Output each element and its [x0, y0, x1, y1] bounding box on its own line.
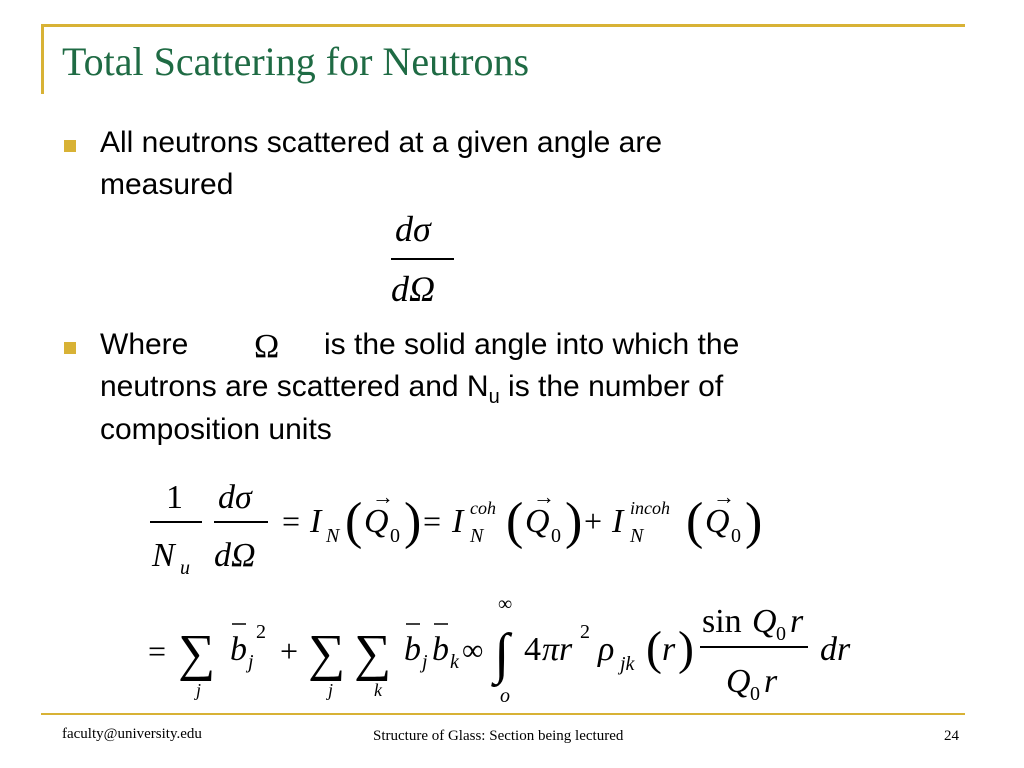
- svg-text:4: 4: [524, 631, 541, 668]
- svg-text:(: (: [345, 493, 363, 550]
- svg-text:o: o: [500, 685, 510, 707]
- svg-text:∞: ∞: [462, 634, 484, 667]
- svg-text:ρ: ρ: [598, 631, 615, 668]
- svg-text:k: k: [450, 651, 459, 673]
- svg-text:I: I: [310, 503, 322, 540]
- svg-text:k: k: [374, 680, 382, 700]
- svg-text:0: 0: [731, 525, 741, 547]
- nu-subscript: u: [488, 386, 500, 408]
- footer-center-caption: Structure of Glass: Section being lectured: [373, 728, 624, 744]
- svg-text:I: I: [612, 503, 624, 540]
- svg-text:Q: Q: [525, 503, 550, 540]
- svg-text:+: +: [280, 633, 299, 669]
- formula-denominator: dΩ: [391, 269, 436, 309]
- frame-top-rule: [41, 24, 965, 27]
- svg-text:=: =: [282, 503, 301, 539]
- svg-text:j: j: [248, 651, 254, 673]
- bullet-marker-1: [64, 140, 76, 152]
- svg-text:j: j: [422, 651, 428, 673]
- slide-number: 24: [944, 728, 959, 744]
- svg-text:coh: coh: [470, 498, 496, 518]
- slide-title: Total Scattering for Neutrons: [62, 39, 530, 84]
- svg-text:Q: Q: [752, 603, 777, 640]
- svg-text:r: r: [764, 663, 778, 700]
- svg-text:2: 2: [580, 621, 590, 643]
- svg-text:r: r: [662, 631, 676, 668]
- bullet-2-lead: Where: [100, 328, 189, 361]
- svg-text:b: b: [230, 631, 247, 668]
- svg-text:dΩ: dΩ: [214, 537, 256, 574]
- svg-text:(: (: [646, 622, 662, 675]
- omega-symbol: Ω: [254, 328, 280, 365]
- svg-text:N: N: [470, 525, 484, 547]
- svg-text:j: j: [196, 680, 202, 700]
- svg-text:(: (: [506, 493, 524, 550]
- bullet-1-line-1: All neutrons scattered at a given angle are: [100, 126, 663, 159]
- svg-text:j: j: [328, 680, 334, 700]
- svg-text:b: b: [404, 631, 421, 668]
- svg-text:0: 0: [390, 525, 400, 547]
- svg-text:∑: ∑: [354, 625, 392, 682]
- svg-text:πr: πr: [542, 631, 573, 668]
- svg-text:→: →: [533, 484, 555, 509]
- svg-text:I: I: [452, 503, 464, 540]
- svg-text:0: 0: [551, 525, 561, 547]
- bullet-1-line-2: measured: [100, 168, 234, 201]
- fraction-bar: [391, 258, 454, 260]
- footer-email: faculty@university.edu: [62, 726, 202, 742]
- svg-text:∫: ∫: [494, 623, 510, 685]
- svg-text:→: →: [372, 484, 394, 509]
- svg-text:): ): [745, 493, 763, 550]
- svg-text:r: r: [790, 603, 804, 640]
- equation-total-intensity: [140, 470, 780, 590]
- svg-text:dσ: dσ: [218, 479, 252, 516]
- svg-text:+: +: [584, 503, 603, 539]
- bullet-2-line-2-b: is the number of: [499, 370, 724, 403]
- svg-text:∞: ∞: [498, 593, 513, 615]
- svg-text:0: 0: [776, 623, 786, 645]
- svg-text:=: =: [148, 633, 167, 669]
- bullet-2-line-1-rest: is the solid angle into which the: [324, 328, 740, 361]
- svg-text:N: N: [630, 525, 644, 547]
- svg-text:2: 2: [256, 621, 266, 643]
- svg-text:1: 1: [166, 479, 183, 516]
- svg-text:Q: Q: [705, 503, 730, 540]
- bullet-marker-2: [64, 342, 76, 354]
- svg-text:Q: Q: [726, 663, 751, 700]
- formula-numerator: dσ: [395, 209, 431, 249]
- svg-text:∑: ∑: [178, 625, 216, 682]
- svg-text:incoh: incoh: [630, 498, 670, 518]
- svg-text:u: u: [180, 557, 190, 579]
- svg-text:b: b: [432, 631, 449, 668]
- svg-text:): ): [404, 493, 422, 550]
- svg-text:∑: ∑: [308, 625, 346, 682]
- svg-text:0: 0: [750, 683, 760, 705]
- svg-text:N: N: [326, 525, 340, 547]
- bullet-2-line-2-a: neutrons are scattered and N: [100, 370, 489, 403]
- frame-left-rule: [41, 24, 44, 94]
- svg-text:sin: sin: [702, 603, 742, 640]
- bullet-2-line-3: composition units: [100, 413, 332, 446]
- footer-rule: [41, 713, 965, 715]
- svg-text:): ): [565, 493, 583, 550]
- equation-sum-expansion: [140, 592, 870, 710]
- svg-text:dr: dr: [820, 631, 851, 668]
- svg-text:=: =: [423, 503, 442, 539]
- svg-text:): ): [678, 622, 694, 675]
- svg-text:→: →: [713, 484, 735, 509]
- bullet-2-line-2: [100, 368, 723, 416]
- svg-text:(: (: [686, 493, 704, 550]
- svg-text:N: N: [152, 537, 175, 574]
- svg-text:jk: jk: [620, 653, 635, 675]
- svg-text:Q: Q: [364, 503, 389, 540]
